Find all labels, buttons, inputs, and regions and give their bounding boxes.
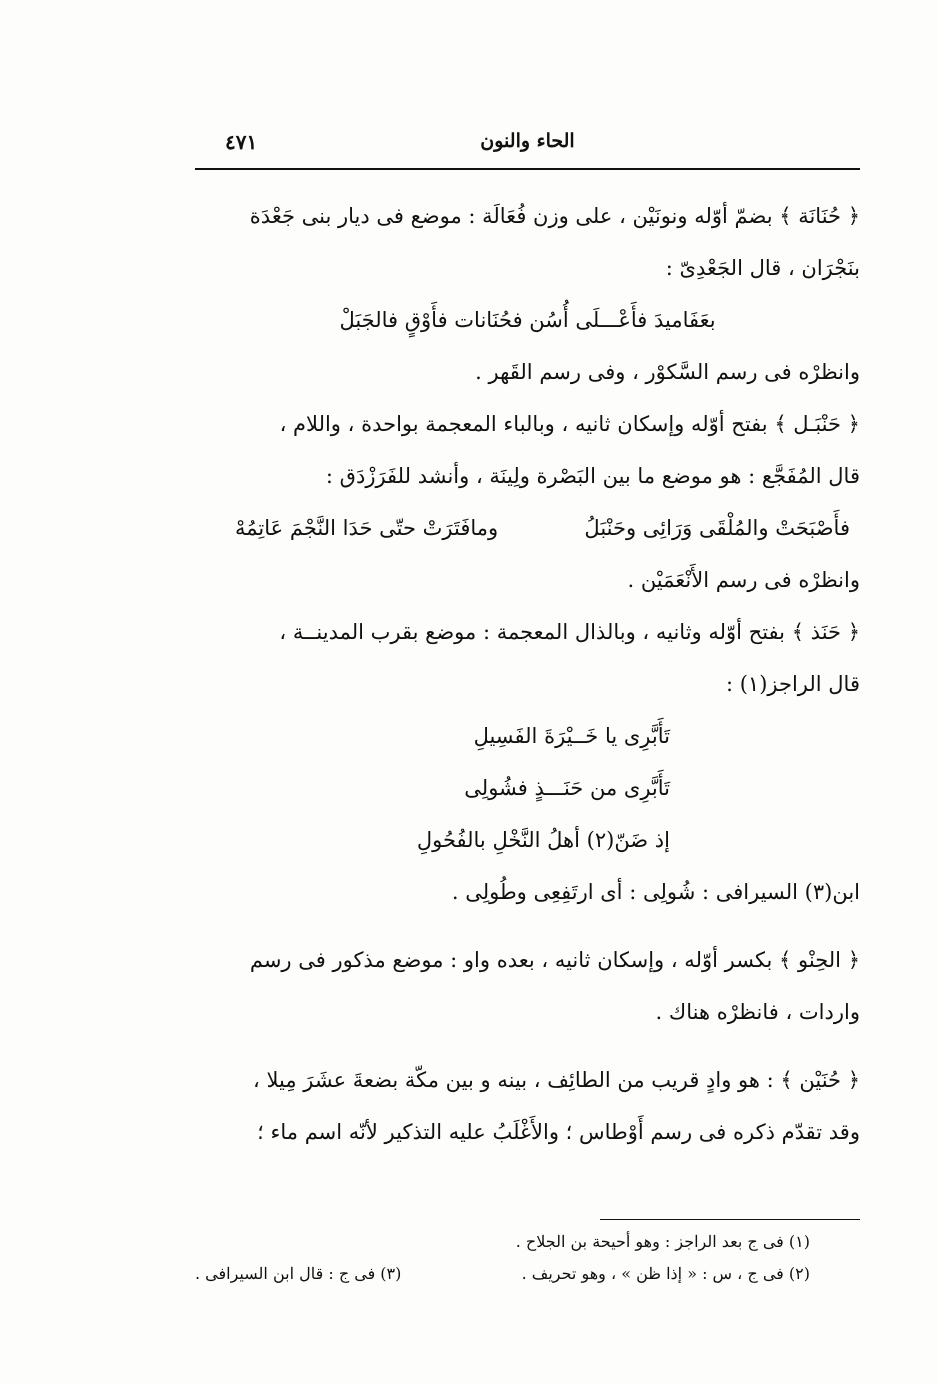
entry-hunayn-line: وقد تقدّم ذكره فى رسم أَوْطاس ؛ والأَغْلَبُ عليه التذكير لأنّه اسم ماء ؛ [257,1120,860,1144]
entry-hinw-line: ﴿ الحِنْو ﴾ بكسر أوّله ، وإسكان ثانيه ، بعده واو : موضع مذكور فى رسم [249,948,860,972]
footnote: (٢) فى ج ، س : « إذا ظن » ، وهو تحريف . [521,1264,810,1283]
entry-hunana-line: ﴿ حُنَانَة ﴾ بضمّ أوّله ونونَيْن ، على وزن فُعَالَة : موضع فى ديار بنى جَعْدَة [249,204,860,228]
rajaz-poem [195,710,860,866]
footnotes [195,1226,810,1290]
rajaz-line: تَأَبَّرِى يا خَــيْرَةَ الفَسِيلِ [473,724,670,748]
footnote: (٣) فى ج : قال ابن السيرافى . [195,1264,402,1283]
footnote: (١) فى ج بعد الراجز : وهو أحيحة بن الجلاح . [515,1232,810,1251]
entry-hanbal-line: قال المُفَجَّع : هو موضع ما بين البَصْرة ولِينَة ، وأنشد للفَرَزْدَق : [325,464,860,488]
footnote-row [195,1258,810,1290]
verse-line [195,502,860,554]
entry-hunayn-line: ﴿ حُنَيْن ﴾ : هو وادٍ قريب من الطائِف ، بينه و بين مكّة بضعةَ عشَرَ مِيلا ، [253,1068,860,1092]
header-rule [195,168,860,170]
entry-hanbal-line: وانظرْه فى رسم الأَنْعَمَيْن . [627,568,860,592]
verse-line: بعَفَاميدَ فأَعْـــلَى أُسُن فحُنَانات فأَوْقٍ فالجَبَلْ [339,308,716,332]
rajaz-line: تَأَبَّرِى من حَنَـــذٍ فشُولِى [464,776,670,800]
entry-hunana-line: بنَجْرَان ، قال الجَعْدِىّ : [665,256,860,280]
verse-hemistich-first: فأَصْبَحَتْ والمُلْقَى وَرَائِى وحَنْبَلُ [584,516,850,540]
verse-hemistich-second: ومافَتَرَتْ حتّى حَدَا النَّجْمَ عَاتِمُهْ [235,516,499,540]
main-text [195,190,860,1158]
entry-hanadh-line: قال الراجز(١) : [725,672,860,696]
entry-hanadh-line: ابن(٣) السيرافى : شُولِى : أى ارتَفِعِى وطُولِى . [451,880,860,904]
page-number: ٤٧١ [225,130,258,154]
entry-hinw-line: واردات ، فانظرْه هناك . [655,1000,860,1024]
entry-hanbal-line: ﴿ حَنْبَـل ﴾ بفتح أوّله وإسكان ثانيه ، وبالباء المعجمة بواحدة ، واللام ، [279,412,860,436]
page-header [195,122,860,162]
rajaz-line: إذ ضَنّ(٢) أهلُ النَّخْلِ بالفُحُولِ [416,828,670,852]
entry-hunana-line: وانظرْه فى رسم السَّكوْر ، وفى رسم القَهر . [475,360,860,384]
entry-hanadh-line: ﴿ حَنَذ ﴾ بفتح أوّله وثانيه ، وبالذال المعجمة : موضع بقرب المدينــة ، [279,620,860,644]
footnote-rule [600,1219,860,1220]
running-title: الحاء والنون [480,130,575,152]
